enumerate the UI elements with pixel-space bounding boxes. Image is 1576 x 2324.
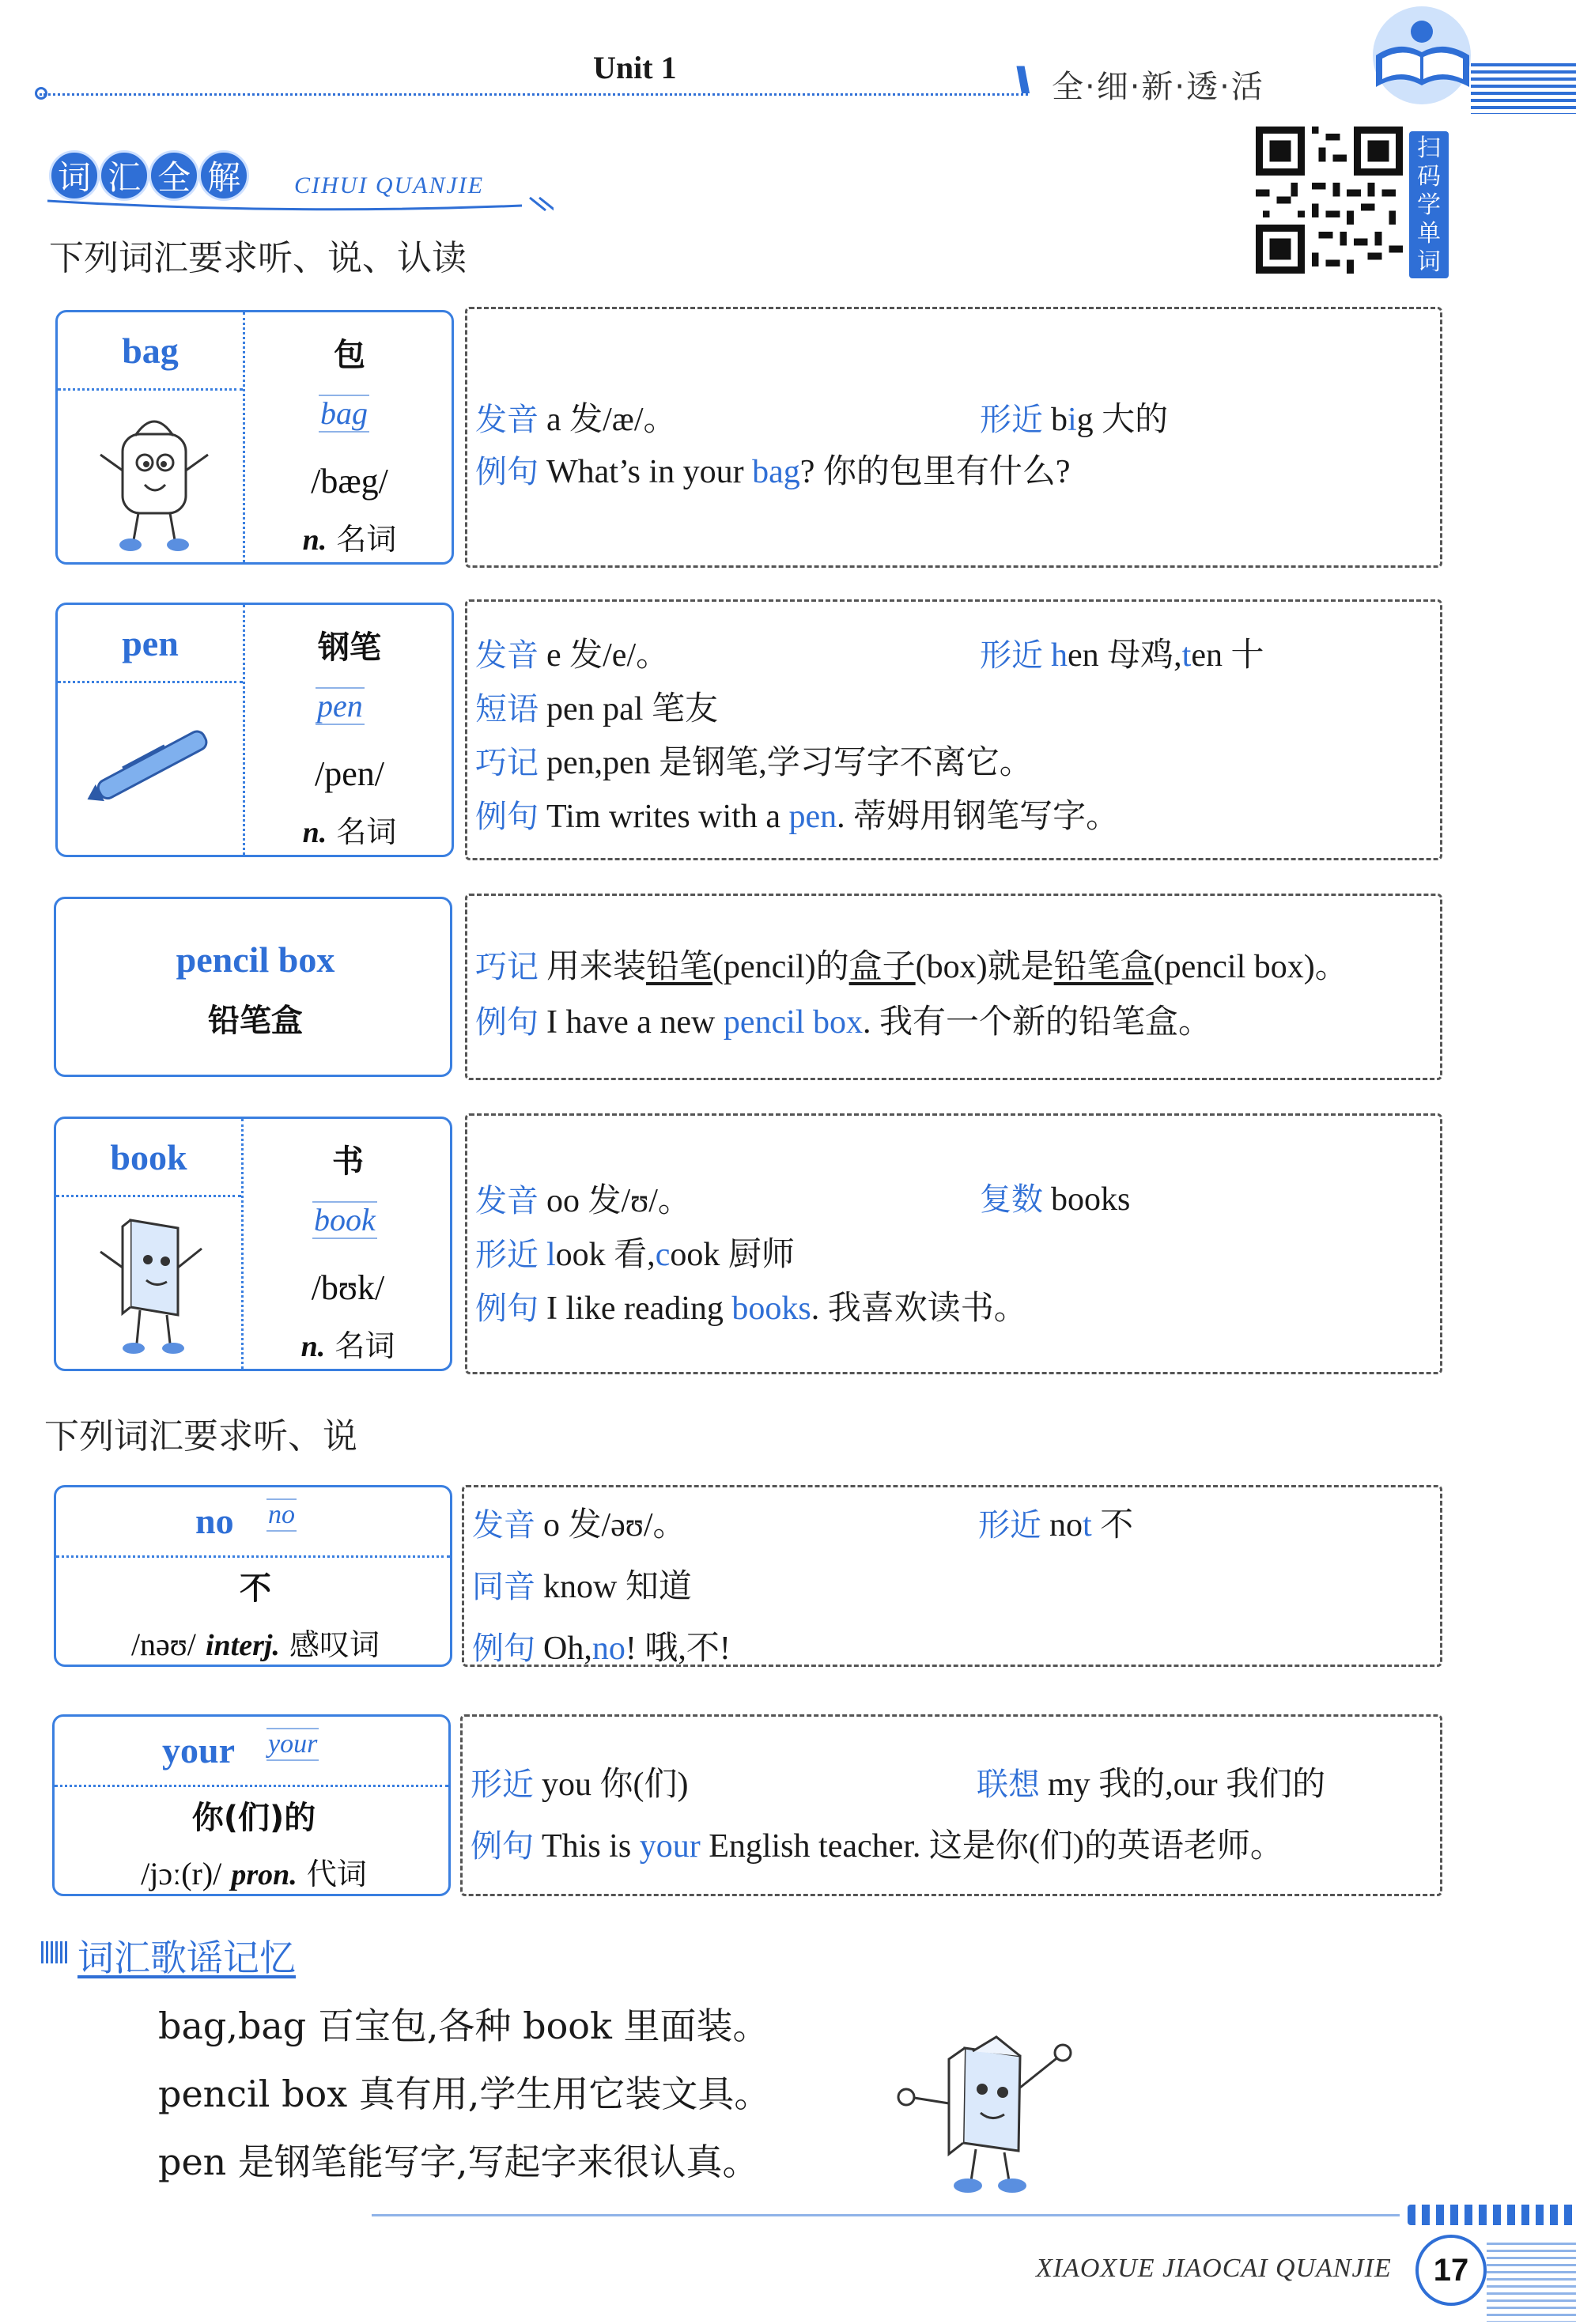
vocab-card-your	[52, 1714, 451, 1896]
header-slash-icon: \\	[1016, 59, 1024, 100]
vocab-word: pencil box	[176, 939, 335, 980]
vocab-notes-pen	[465, 599, 1442, 860]
note-homophone: 同音 know 知道	[472, 1569, 692, 1605]
vocab-meaning: 包	[334, 337, 365, 373]
note-example: 例句 I have a new pencil box. 我有一个新的铅笔盒。	[475, 1004, 1212, 1041]
note-pronunciation: 发音 e 发/e/。	[475, 637, 670, 674]
note-similar: 形近 you 你(们)	[471, 1767, 689, 1803]
rhyme-title: 词汇歌谣记忆	[77, 1937, 296, 1979]
vocab-card-book	[54, 1117, 452, 1371]
vocab-notes-your	[460, 1714, 1442, 1896]
header-stripes	[1471, 63, 1576, 114]
header-rule	[40, 93, 1028, 96]
qr-code-icon[interactable]	[1256, 127, 1403, 274]
note-example: 例句 Oh,no! 哦,不!	[472, 1631, 731, 1667]
vocab-card-pen	[55, 603, 454, 857]
header-slogan: 全·细·新·透·活	[1052, 69, 1264, 105]
handwriting-sample: bag	[320, 395, 368, 431]
page-number: 17	[1415, 2235, 1487, 2306]
section-pinyin: CIHUI QUANJIE	[294, 172, 485, 198]
note-similar: 形近 look 看,cook 厨师	[475, 1237, 795, 1273]
qr-label	[1409, 131, 1449, 278]
vocab-pos: n. 名词	[300, 1328, 395, 1363]
subhead-read: 下列词汇要求听、说、认读	[49, 238, 467, 278]
vocab-word: pen	[122, 623, 179, 663]
title-char: 词	[49, 150, 100, 201]
vocab-notes-no	[462, 1485, 1442, 1667]
qr-label-char: 单	[1417, 220, 1441, 248]
open-book-logo-icon	[1360, 0, 1479, 119]
vocab-ipa: /bæg/	[311, 462, 388, 501]
card-divider	[56, 1555, 450, 1558]
rhyme-line: bag,bag 百宝包,各种 book 里面装。	[158, 2005, 769, 2047]
vocab-pos: n. 名词	[302, 522, 397, 557]
bag-character-icon	[89, 399, 216, 557]
handwriting-sample: no	[266, 1498, 297, 1532]
note-example: 例句 Tim writes with a pen. 蒂姆用钢笔写字。	[475, 799, 1120, 835]
title-char: 汇	[99, 150, 149, 201]
vocab-word: book	[110, 1137, 187, 1177]
note-similar: 形近 hen 母鸡,ten 十	[980, 637, 1264, 674]
note-similar: 形近 big 大的	[980, 402, 1169, 438]
handwriting-sample: your	[266, 1728, 319, 1761]
vocab-ipa-pos: /nəʊ/ interj. 感叹词	[130, 1627, 380, 1662]
vocab-meaning: 你(们)的	[191, 1800, 316, 1836]
footer-stripes	[1487, 2243, 1576, 2322]
title-char: 解	[198, 150, 249, 201]
note-similar: 形近 not 不	[978, 1507, 1134, 1544]
vocab-meaning: 不	[240, 1570, 271, 1607]
note-association: 联想 my 我的,our 我们的	[977, 1767, 1326, 1803]
qr-label-char: 扫	[1417, 134, 1441, 162]
rhyme-line: pen 是钢笔能写字,写起字来很认真。	[158, 2141, 759, 2183]
vocab-notes-book	[465, 1113, 1442, 1374]
footer-dots	[1408, 2205, 1576, 2225]
handwriting-sample: book	[314, 1202, 376, 1238]
vocab-ipa-pos: /jɔː(r)/ pron. 代词	[141, 1856, 367, 1891]
note-example: 例句 I like reading books. 我喜欢读书。	[475, 1290, 1027, 1327]
note-phrase: 短语 pen pal 笔友	[475, 691, 718, 727]
footer-series: XIAOXUE JIAOCAI QUANJIE	[1036, 2254, 1392, 2283]
title-char: 全	[149, 150, 199, 201]
card-divider	[58, 681, 243, 683]
card-divider	[56, 1195, 241, 1197]
note-pronunciation: 发音 oo 发/ʊ/。	[475, 1183, 691, 1219]
vocab-card-bag	[55, 310, 454, 565]
vocab-card-pencil-box	[54, 897, 452, 1077]
vocab-meaning: 铅笔盒	[208, 1003, 303, 1039]
book-character-icon	[894, 2024, 1091, 2198]
vocab-notes-pencil-box	[465, 894, 1442, 1080]
note-pronunciation: 发音 o 发/əʊ/。	[472, 1507, 686, 1544]
rhyme-line: pencil box 真有用,学生用它装文具。	[158, 2073, 771, 2115]
vocab-ipa: /pen/	[315, 754, 384, 793]
vocab-ipa: /bʊk/	[311, 1268, 385, 1307]
vocab-notes-bag	[465, 307, 1442, 568]
vocab-card-no	[54, 1485, 452, 1667]
unit-title: Unit 1	[593, 50, 677, 85]
note-pronunciation: 发音 a 发/æ/。	[475, 402, 677, 438]
pen-icon	[77, 724, 235, 803]
card-divider	[55, 1785, 448, 1787]
subhead-listen: 下列词汇要求听、说	[44, 1416, 357, 1457]
qr-label-char: 词	[1417, 248, 1441, 276]
note-example: 例句 What’s in your bag? 你的包里有什么?	[475, 454, 1071, 490]
section-swoosh	[47, 195, 554, 214]
note-example: 例句 This is your English teacher. 这是你(们)的英语老师。	[471, 1828, 1283, 1865]
vocab-meaning: 钢笔	[318, 629, 381, 666]
note-tip: 巧记 用来装铅笔(pencil)的盒子(box)就是铅笔盒(pencil box)。	[475, 949, 1348, 985]
qr-label-char: 学	[1417, 191, 1441, 219]
card-divider	[58, 388, 243, 391]
vocab-word: your	[162, 1730, 235, 1770]
footer-rule	[372, 2214, 1400, 2216]
vocab-word: bag	[122, 331, 179, 371]
note-plural: 复数 books	[980, 1181, 1131, 1218]
vocab-word: no	[195, 1501, 234, 1541]
qr-label-char: 码	[1417, 163, 1441, 191]
book-character-icon	[91, 1204, 217, 1362]
vocab-pos: n. 名词	[302, 814, 397, 849]
note-tip: 巧记 pen,pen 是钢笔,学习写字不离它。	[475, 745, 1033, 781]
vocab-meaning: 书	[332, 1143, 364, 1180]
rhyme-title-grid-icon	[41, 1941, 70, 1963]
handwriting-sample: pen	[317, 688, 363, 724]
